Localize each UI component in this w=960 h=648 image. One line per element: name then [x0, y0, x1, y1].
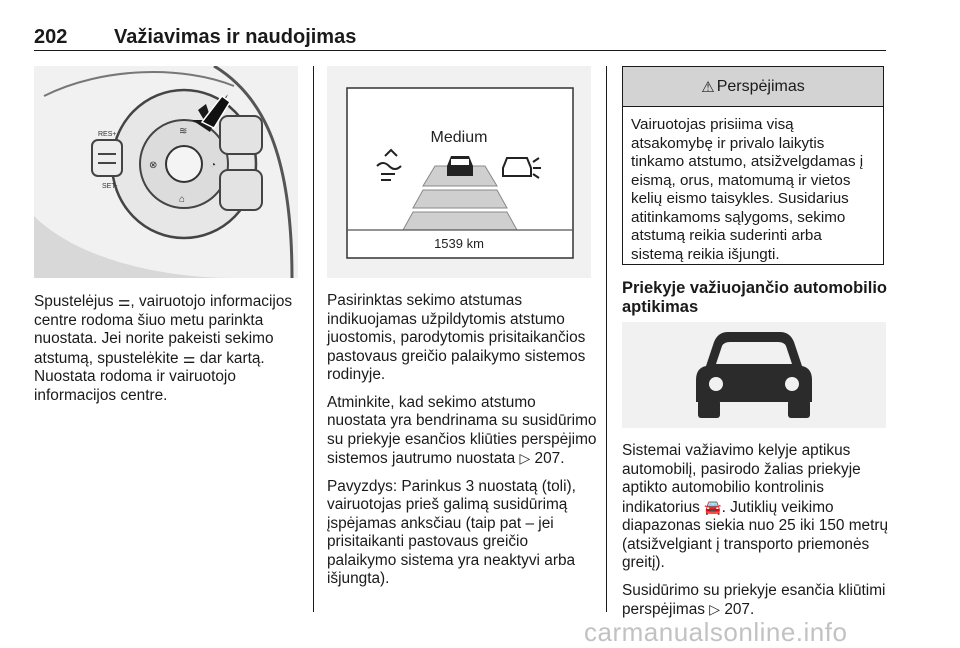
follow-distance-icon: ⚌ [182, 349, 196, 366]
vehicle-ahead-icon: 🚘 [704, 498, 722, 515]
svg-text:◔: ◔ [210, 160, 217, 171]
svg-text:SET-: SET- [102, 183, 118, 190]
page-number: 202 [34, 26, 68, 48]
svg-text:⌂: ⌂ [179, 194, 186, 205]
vehicle-ahead-figure [622, 322, 886, 428]
page-reference-icon: ▷ [709, 601, 721, 617]
vehicle-ahead-icon [447, 156, 473, 176]
page-reference-icon: ▷ [519, 450, 531, 466]
paragraph: Atminkite, kad sekimo atstumo nuostata yra bendrinama su susidūrimo su priekyje esančios kliūties perspėjimo sistemos jautrumo nuostata ▷ 207. [327, 393, 597, 467]
vehicle-ahead-icon [622, 322, 886, 428]
header-rule [34, 50, 886, 51]
paragraph: Spustelėjus ⚌, vairuotojo informacijos centre rodoma šiuo metu parinkta nuostata. Jei norite pakeisti sekimo atstumą, spustelėkite ⚌ dar kartą. Nuostata rodoma ir vairuotojo informacijos centre. [34, 293, 293, 404]
svg-text:⊗: ⊗ [149, 160, 158, 171]
display-setting: Medium [430, 129, 488, 146]
paragraph: Pavyzdys: Parinkus 3 nuostatą (toli), vairuotojas prieš galimą susidūrimą įspėjamas anksčiau (taip pat – jei prisitaikanti pastovaus greičio palaikymo sistema yra neaktyvi arba išjungta). [327, 477, 576, 587]
steering-wheel-controls-icon [34, 66, 298, 278]
watermark: carmanualsonline.info [584, 617, 848, 647]
page-title: Važiavimas ir naudojimas [114, 26, 357, 48]
odometer: 1539 km [434, 236, 484, 251]
warning-header [623, 67, 883, 107]
warning-box [622, 66, 884, 265]
svg-text:≋: ≋ [179, 126, 188, 137]
paragraph: Sistemai važiavimo kelyje aptikus automobilį, pasirodo žalias priekyje aptikto automobilio kontrolinis indikatorius 🚘. Jutiklių veikimo diapazonas siekia nuo 25 iki 150 metrų (atsižvelgiant į transporto priemonės greitį). [622, 442, 889, 571]
column-3-text [622, 442, 890, 629]
column-2-text [327, 292, 597, 598]
warning-title: Perspėjimas [716, 77, 805, 95]
column-divider-2 [606, 66, 607, 612]
warning-triangle-icon: ⚠ [701, 78, 715, 96]
column-1-text [34, 292, 306, 414]
follow-distance-icon: ⚌ [117, 293, 131, 309]
steering-wheel-figure [34, 66, 298, 278]
display-figure [327, 66, 591, 278]
column-divider-1 [313, 66, 314, 612]
paragraph: Susidūrimo su priekyje esančia kliūtimi perspėjimas ▷ 207. [622, 581, 886, 618]
warning-body: Vairuotojas prisiima visą atsakomybę ir privalo laikytis tinkamo atstumo, atsižvelgdamas į eismą, orus, matomumą ir vietos kelių eismo taisykles. Susidarius atitinkamoms sąlygoms, sekimo atstumą reikia suderinti arba sistemą reikia išjungti. [631, 116, 864, 263]
paragraph: Pasirinktas sekimo atstumas indikuojamas užpildytomis atstumo juostomis, parodytomis prisitaikančios pastovaus greičio palaikymo sistemos rodinyje. [327, 292, 586, 383]
svg-text:RES+: RES+ [98, 131, 117, 138]
section-subheading: Priekyje važiuojančio automobilio aptikimas [622, 279, 887, 316]
